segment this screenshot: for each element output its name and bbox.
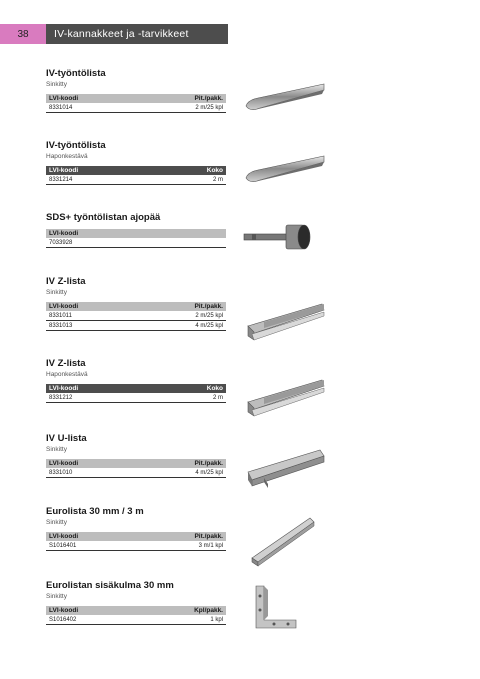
product-code: 8331011 bbox=[49, 312, 72, 319]
product-code: 8331212 bbox=[49, 394, 73, 401]
z-profile-icon bbox=[244, 372, 326, 418]
column-header: LVI-koodi bbox=[49, 533, 79, 540]
table-header bbox=[46, 94, 226, 103]
inner-corner-bracket-icon bbox=[250, 582, 300, 632]
slide-rail-icon bbox=[244, 80, 326, 120]
table-header bbox=[46, 532, 226, 541]
product-title: IV Z-lista bbox=[46, 276, 86, 287]
product-section bbox=[46, 358, 226, 403]
table-row bbox=[46, 468, 226, 478]
package-size: 2 m/25 kpl bbox=[195, 312, 223, 319]
package-size: 2 m/25 kpl bbox=[195, 104, 223, 111]
product-subtitle: Sinkitty bbox=[46, 81, 67, 88]
table-row bbox=[46, 238, 226, 248]
column-header: Pit./pakk. bbox=[194, 303, 223, 310]
column-header: Koko bbox=[206, 167, 223, 174]
column-header: LVI-koodi bbox=[49, 167, 79, 174]
product-code: 8331013 bbox=[49, 322, 73, 329]
product-title: SDS+ työntölistan ajopää bbox=[46, 212, 161, 223]
table-header bbox=[46, 302, 226, 311]
column-header: Pit./pakk. bbox=[194, 533, 223, 540]
product-section bbox=[46, 212, 226, 248]
product-section bbox=[46, 433, 226, 478]
package-size: 3 m/1 kpl bbox=[198, 542, 223, 549]
product-section bbox=[46, 276, 226, 331]
table-row bbox=[46, 321, 226, 331]
column-header: LVI-koodi bbox=[49, 460, 79, 467]
package-size: 1 kpl bbox=[210, 616, 223, 623]
product-subtitle: Sinkitty bbox=[46, 446, 67, 453]
table-header bbox=[46, 166, 226, 175]
sds-drive-head-icon bbox=[242, 220, 314, 254]
product-section bbox=[46, 140, 226, 185]
slide-rail-icon bbox=[244, 152, 326, 192]
product-code: 7033928 bbox=[49, 239, 73, 246]
column-header: LVI-koodi bbox=[49, 607, 79, 614]
table-row bbox=[46, 541, 226, 551]
product-subtitle: Sinkitty bbox=[46, 593, 67, 600]
table-header bbox=[46, 606, 226, 615]
product-subtitle: Sinkitty bbox=[46, 519, 67, 526]
table-row bbox=[46, 103, 226, 113]
page-number: 38 bbox=[0, 24, 46, 44]
column-header: LVI-koodi bbox=[49, 95, 79, 102]
column-header: Koko bbox=[206, 385, 223, 392]
product-title: IV-työntölista bbox=[46, 140, 106, 151]
product-section bbox=[46, 506, 226, 551]
product-subtitle: Haponkestävä bbox=[46, 371, 88, 378]
column-header: Pit./pakk. bbox=[194, 460, 223, 467]
chapter-title: IV-kannakkeet ja -tarvikkeet bbox=[46, 24, 228, 44]
column-header: LVI-koodi bbox=[49, 303, 79, 310]
product-code: 8331014 bbox=[49, 104, 73, 111]
product-subtitle: Haponkestävä bbox=[46, 153, 88, 160]
product-title: IV Z-lista bbox=[46, 358, 86, 369]
table-row bbox=[46, 393, 226, 403]
page-header bbox=[0, 24, 228, 44]
column-header: Pit./pakk. bbox=[194, 95, 223, 102]
table-row bbox=[46, 175, 226, 185]
product-subtitle: Sinkitty bbox=[46, 289, 67, 296]
product-section bbox=[46, 68, 226, 113]
table-header bbox=[46, 384, 226, 393]
product-code: S1016402 bbox=[49, 616, 77, 623]
column-header: Kpl/pakk. bbox=[194, 607, 223, 614]
product-code: 8331214 bbox=[49, 176, 73, 183]
package-size: 4 m/25 kpl bbox=[195, 469, 223, 476]
table-header bbox=[46, 459, 226, 468]
table-row bbox=[46, 615, 226, 625]
u-profile-icon bbox=[244, 444, 326, 490]
column-header: LVI-koodi bbox=[49, 230, 79, 237]
z-profile-icon bbox=[244, 296, 326, 342]
product-code: S1016401 bbox=[49, 542, 77, 549]
table-header bbox=[46, 229, 226, 238]
product-title: IV U-lista bbox=[46, 433, 87, 444]
product-section bbox=[46, 580, 226, 625]
product-code: 8331010 bbox=[49, 469, 73, 476]
product-title: Eurolistan sisäkulma 30 mm bbox=[46, 580, 174, 591]
package-size: 2 m bbox=[212, 176, 223, 183]
table-row bbox=[46, 311, 226, 321]
product-title: Eurolista 30 mm / 3 m bbox=[46, 506, 144, 517]
package-size: 2 m bbox=[212, 394, 223, 401]
product-title: IV-työntölista bbox=[46, 68, 106, 79]
package-size: 4 m/25 kpl bbox=[195, 322, 223, 329]
angle-profile-icon bbox=[248, 512, 318, 568]
column-header: LVI-koodi bbox=[49, 385, 79, 392]
